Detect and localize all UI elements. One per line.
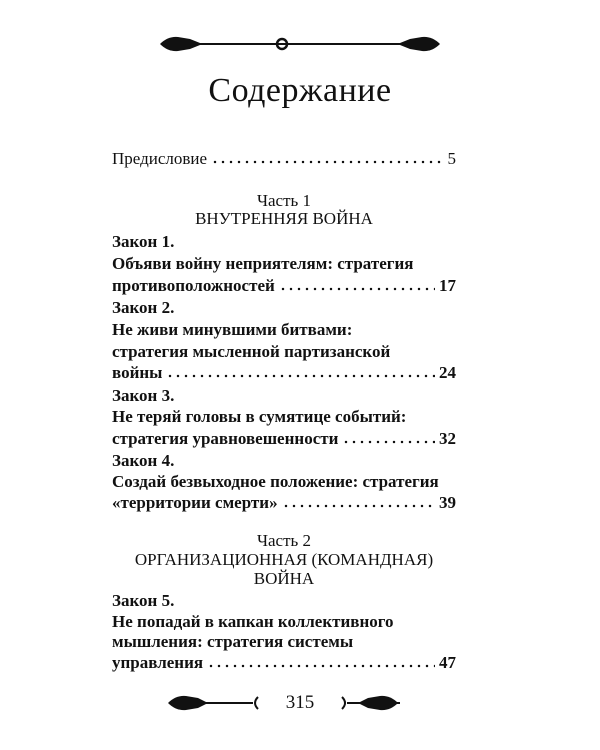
dot-leader: [166, 374, 435, 378]
law-title-line: Объяви войну неприятелям: стратегия: [112, 254, 414, 273]
entry-page: 24: [439, 363, 456, 382]
law-label: Закон 2.: [112, 298, 175, 317]
part-title: ВОЙНА: [253, 569, 315, 588]
law-label: Закон 4.: [112, 451, 175, 470]
law-title-line: мышления: стратегия системы: [112, 632, 354, 651]
law-label: Закон 3.: [112, 386, 175, 405]
law-title-line: войны: [112, 363, 163, 382]
part-title: ОРГАНИЗАЦИОННАЯ (КОМАНДНАЯ): [134, 550, 434, 569]
part-label: Часть 1: [256, 191, 312, 210]
toc-entry-law-1[interactable]: [112, 275, 456, 296]
toc-entry-law-3[interactable]: [112, 428, 456, 449]
law-title-line: стратегия уравновешенности: [112, 429, 339, 448]
toc-entry-preface[interactable]: [112, 148, 456, 169]
law-label: Закон 1.: [112, 232, 175, 251]
entry-page: 39: [439, 493, 456, 512]
dot-leader: [279, 287, 435, 291]
page-title: Содержание: [208, 72, 392, 109]
entry-page: 5: [447, 149, 456, 168]
law-title-line: «территории смерти»: [112, 493, 278, 512]
dot-leader: [211, 160, 443, 164]
dot-leader: [342, 440, 435, 444]
entry-page: 17: [439, 276, 456, 295]
part-label: Часть 2: [256, 531, 312, 550]
law-title-line: Создай безвыходное положение: стратегия: [112, 472, 439, 491]
law-title-line: Не попадай в капкан коллективного: [112, 612, 394, 631]
entry-title: Предисловие: [112, 149, 208, 168]
entry-page: 47: [439, 653, 456, 672]
toc-entry-law-2[interactable]: [112, 362, 456, 383]
dot-leader: [207, 664, 435, 668]
dot-leader: [282, 504, 435, 508]
page-number: 315: [285, 692, 315, 713]
toc-entry-law-4[interactable]: [112, 492, 456, 513]
top-ornament-icon: [0, 29, 600, 59]
law-title-line: стратегия мысленной партизанской: [112, 342, 391, 361]
law-label: Закон 5.: [112, 591, 175, 610]
part-title: ВНУТРЕННЯЯ ВОЙНА: [195, 209, 373, 228]
law-title-line: Не теряй головы в сумятице событий:: [112, 407, 407, 426]
law-title-line: противоположностей: [112, 276, 275, 295]
law-title-line: Не живи минувшими битвами:: [112, 320, 353, 339]
toc-entry-law-5[interactable]: [112, 652, 456, 673]
entry-page: 32: [439, 429, 456, 448]
law-title-line: управления: [112, 653, 204, 672]
